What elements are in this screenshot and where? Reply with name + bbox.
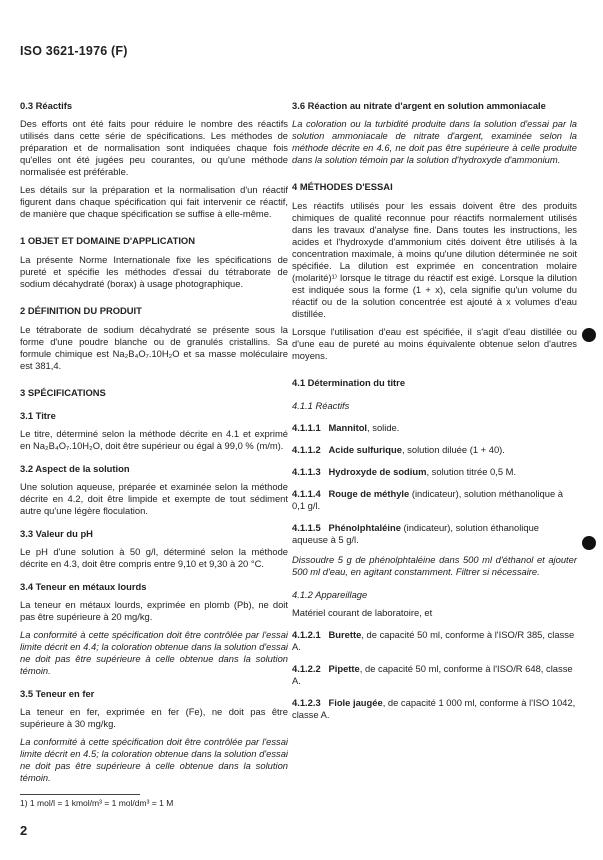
- paragraph: Le tétraborate de sodium décahydraté se présente sous la forme d'une poudre blanche ou de granulés cristallins. Sa formule chimique est Na₂B₄O₇.10H₂O et sa masse moléculaire est 381,4.: [20, 324, 288, 371]
- item-desc: , de capacité 50 ml, conforme à l'ISO/R 648, classe A.: [292, 663, 573, 686]
- item-number: 4.1.2.2: [292, 663, 321, 674]
- item-name: Burette: [328, 629, 362, 640]
- apparatus-item: [292, 629, 577, 653]
- paragraph: La teneur en fer, exprimée en fer (Fe), ne doit pas être supérieure à 30 mg/kg.: [20, 706, 288, 729]
- item-desc: (indicateur), solution méthanolique à 0,1 g/l.: [292, 488, 563, 511]
- item-name: Rouge de méthyle: [328, 488, 410, 499]
- paragraph: Lorsque l'utilisation d'eau est spécifiée, il s'agit d'eau distillée ou d'une eau de pureté au moins équivalente obtenue selon d'autres moyens.: [292, 326, 577, 361]
- paragraph: La présente Norme Internationale fixe les spécifications de pureté et spécifie les méthodes d'essai du tétraborate de sodium décahydraté (borax) à usage photographique.: [20, 254, 288, 289]
- item-number: 4.1.1.5: [292, 522, 321, 533]
- item-desc: , de capacité 50 ml, conforme à l'ISO/R 385, classe A.: [292, 629, 575, 652]
- paragraph: Le pH d'une solution à 50 g/l, déterminé selon la méthode décrite en 4.3, doit être compris entre 9,10 et 9,30 à 20 °C.: [20, 546, 288, 569]
- section-3-6-heading: 3.6 Réaction au nitrate d'argent en solution ammoniacale: [292, 100, 546, 111]
- paragraph: Les détails sur la préparation et la normalisation d'un réactif figurent dans chaque spécification qui fait intervenir ce réactif, de manière que chaque spécification se suffise à elle-même.: [20, 184, 288, 219]
- paragraph: Des efforts ont été faits pour réduire le nombre des réactifs utilisés dans cette série de spécifications. Les méthodes de préparation et de normalisation sont indiquées chaque fois qu'elles ont été jugées peu courantes, ou qu'une méthode normalisée est préférable.: [20, 118, 288, 177]
- item-name: Fiole jaugée: [328, 697, 383, 708]
- reagent-item: [292, 488, 577, 512]
- section-3-2-heading: 3.2 Aspect de la solution: [20, 463, 130, 474]
- punch-hole-mark: [582, 536, 596, 550]
- item-name: Mannitol: [328, 422, 368, 433]
- paragraph: Une solution aqueuse, préparée et examinée selon la méthode décrite en 4.2, doit être limpide et exempte de tout sédiment autre qu'une légère floculation.: [20, 481, 288, 516]
- section-2-heading: 2 DÉFINITION DU PRODUIT: [20, 305, 142, 316]
- section-3-4-heading: 3.4 Teneur en métaux lourds: [20, 581, 147, 592]
- item-name: Phénolphtaléine: [328, 522, 401, 533]
- section-3-5-heading: 3.5 Teneur en fer: [20, 688, 95, 699]
- reagent-item: [292, 466, 577, 478]
- paragraph: Dissoudre 5 g de phénolphtaléine dans 500 ml d'éthanol et ajouter 500 ml d'eau, en agitant constamment. Filtrer si nécessaire.: [292, 554, 577, 577]
- section-3-heading: 3 SPÉCIFICATIONS: [20, 387, 106, 398]
- paragraph: Les réactifs utilisés pour les essais doivent être des produits chimiques de qualité reconnue pour réactifs normalement utilisés dans les travaux d'analyse fine. Dans toutes les instructions, les acides et l'hydroxyde d'ammonium cités doivent être utilisés à la concentration maximale, à moins qu'une dilution déterminée ne soit spécifiée. La dilution est exprimée en concentration molaire (molarité)¹⁾ lorsque le titrage du réactif est exigé. Lorsque la dilution est indiquée sous la forme (1 + x), cela signifie qu'un volume du réactif ou de la solution concentrée est ajouté à x volumes d'eau distillée.: [292, 200, 577, 319]
- section-4-1-2-heading: 4.1.2 Appareillage: [292, 589, 368, 600]
- footnote-divider: [20, 794, 140, 795]
- paragraph: La teneur en métaux lourds, exprimée en plomb (Pb), ne doit pas être supérieure à 20 mg/kg.: [20, 599, 288, 622]
- item-name: Hydroxyde de sodium: [328, 466, 427, 477]
- apparatus-item: [292, 697, 577, 721]
- item-number: 4.1.1.2: [292, 444, 321, 455]
- paragraph: La conformité à cette spécification doit être contrôlée par l'essai limite décrit en 4.5; la coloration obtenue dans la solution d'essai ne doit pas être supérieure à celle obtenue dans la solution témoin.: [20, 736, 288, 783]
- item-number: 4.1.1.3: [292, 466, 321, 477]
- item-name: Pipette: [328, 663, 360, 674]
- item-name: Acide sulfurique: [328, 444, 402, 455]
- paragraph: Le titre, déterminé selon la méthode décrite en 4.1 et exprimé en Na₂B₄O₇.10H₂O, doit être supérieur ou égal à 99,0 % (m/m).: [20, 428, 288, 451]
- section-4-heading: 4 MÉTHODES D'ESSAI: [292, 181, 393, 192]
- item-number: 4.1.1.1: [292, 422, 321, 433]
- reagent-item: [292, 422, 577, 434]
- footnote: 1) 1 mol/l = 1 kmol/m³ = 1 mol/dm³ = 1 M: [20, 798, 174, 808]
- item-number: 4.1.1.4: [292, 488, 321, 499]
- page-number: 2: [20, 823, 28, 838]
- reagent-item: [292, 444, 577, 456]
- left-column: [20, 100, 288, 790]
- section-4-1-1-heading: 4.1.1 Réactifs: [292, 400, 350, 411]
- item-desc: , de capacité 1 000 ml, conforme à l'ISO 1042, classe A.: [292, 697, 576, 720]
- punch-hole-mark: [582, 328, 596, 342]
- item-desc: , solide.: [367, 422, 400, 433]
- item-desc: , solution diluée (1 + 40).: [401, 444, 505, 455]
- paragraph: La coloration ou la turbidité produite dans la solution d'essai par la solution ammoniacale de nitrate d'argent, examinée selon la méthode décrite en 4.6, ne doit pas être supérieure à celle produite dans la solution témoin par la solution d'hydroxyde d'ammonium.: [292, 118, 577, 165]
- section-3-3-heading: 3.3 Valeur du pH: [20, 528, 93, 539]
- document-reference: ISO 3621-1976 (F): [20, 44, 128, 58]
- item-desc: , solution titrée 0,5 M.: [426, 466, 517, 477]
- apparatus-item: [292, 663, 577, 687]
- section-1-heading: 1 OBJET ET DOMAINE D'APPLICATION: [20, 235, 195, 246]
- paragraph: Matériel courant de laboratoire, et: [292, 607, 433, 618]
- item-desc: (indicateur), solution éthanolique aqueuse à 5 g/l.: [292, 522, 540, 545]
- section-4-1-heading: 4.1 Détermination du titre: [292, 377, 406, 388]
- item-number: 4.1.2.3: [292, 697, 321, 708]
- section-3-1-heading: 3.1 Titre: [20, 410, 56, 421]
- paragraph: La conformité à cette spécification doit être contrôlée par l'essai limite décrit en 4.4; la coloration obtenue dans la solution d'essai ne doit pas être supérieure à celle obtenue dans la solution témoin.: [20, 629, 288, 676]
- section-0-3-heading: 0.3 Réactifs: [20, 100, 73, 111]
- right-column: [292, 100, 577, 729]
- reagent-item: [292, 522, 577, 546]
- item-number: 4.1.2.1: [292, 629, 321, 640]
